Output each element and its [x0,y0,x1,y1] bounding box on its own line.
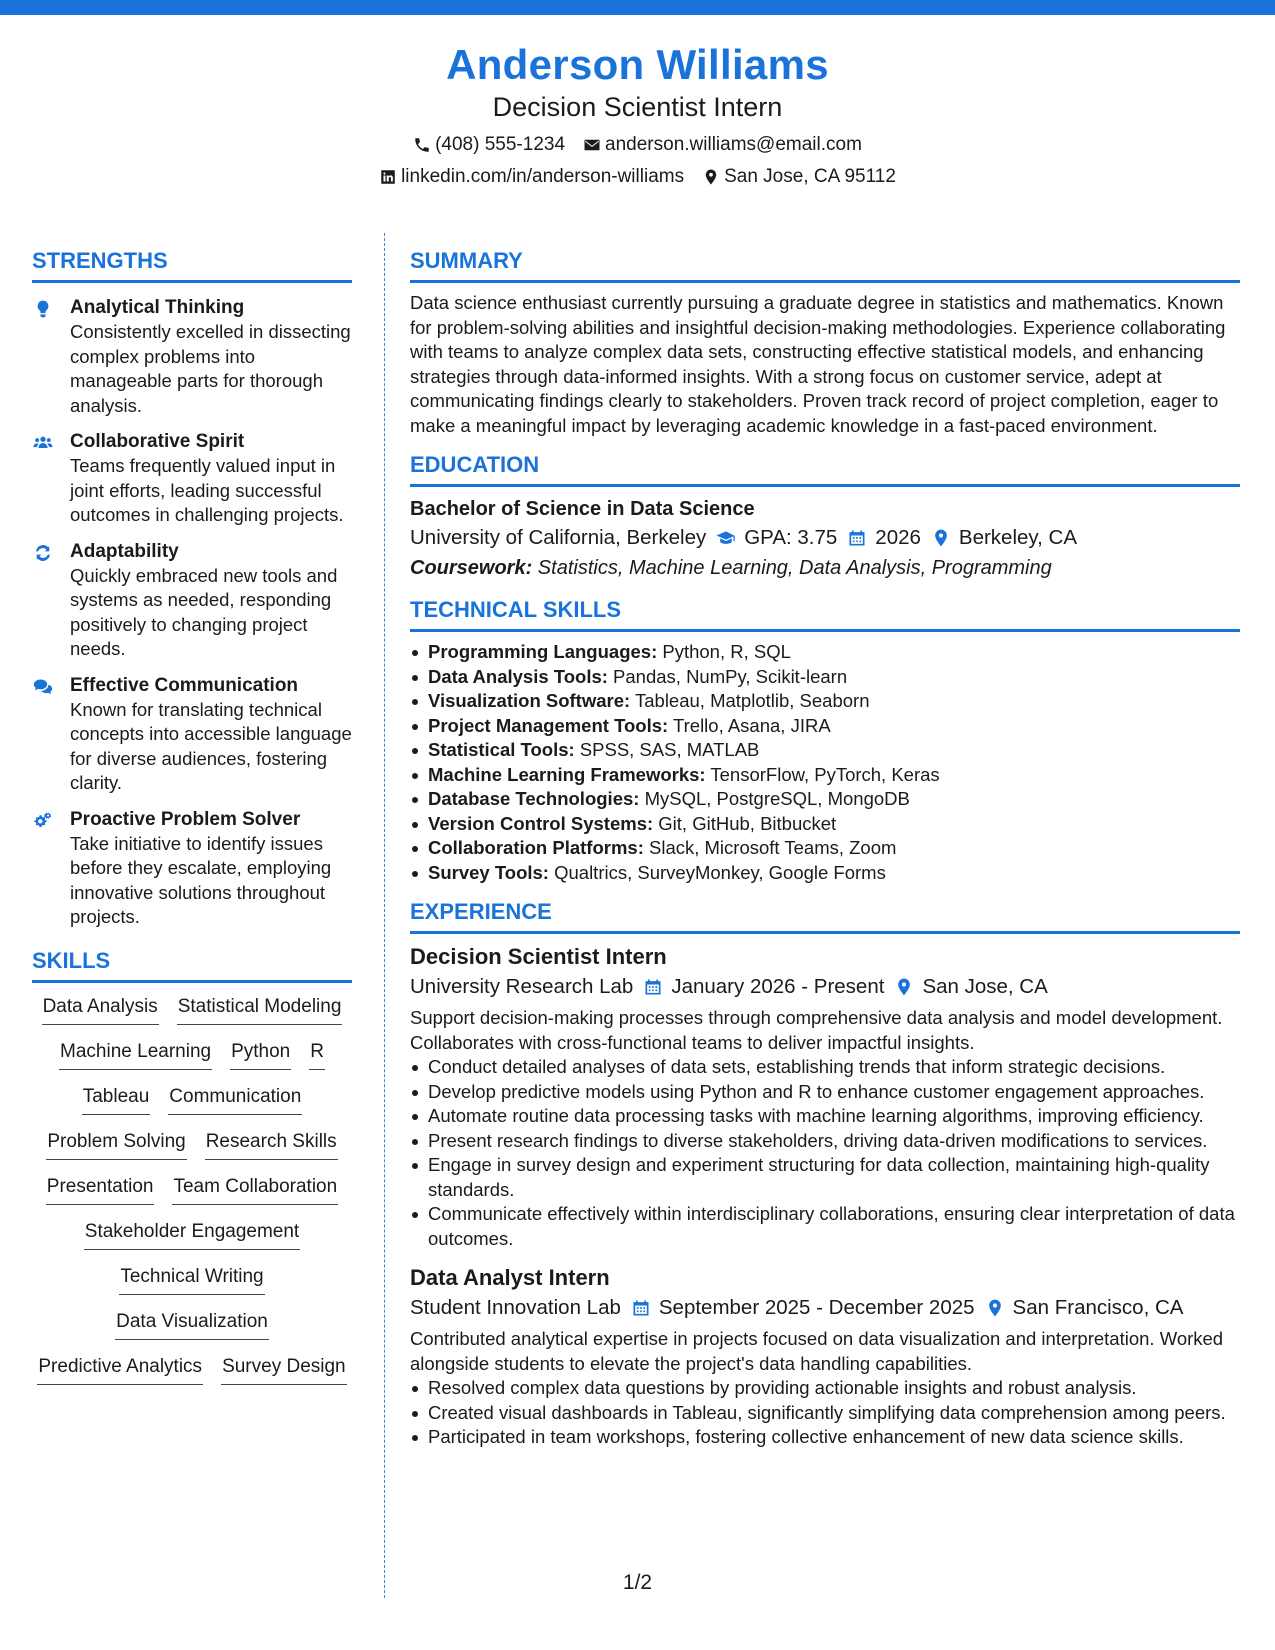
education-year: 2026 [847,523,921,553]
gears-icon [32,811,54,831]
skill-row [32,993,352,1038]
list-item: Project Management Tools: Trello, Asana, JIRA [410,714,1240,739]
strength-desc: Teams frequently valued input in joint efforts, leading successful outcomes in challenging projects. [70,455,344,525]
email-contact[interactable] [583,130,862,160]
list-item: Created visual dashboards in Tableau, significantly simplifying data comprehension among peers. [410,1401,1240,1426]
skill-tag: Problem Solving [46,1128,186,1160]
strength-item [32,429,352,528]
education-degree: Bachelor of Science in Data Science [410,498,755,520]
strength-desc: Quickly embraced new tools and systems as needed, responding positively to changing project needs. [70,564,338,659]
summary-text: Data science enthusiast currently pursuing a graduate degree in statistics and mathematics. Known for problem-solving abilities and insightful decision-making methodologies. Experience collaborating with teams to analyze complex data sets, constructing effective statistical models, and enhancing strategies through data-informed insights. With a strong focus on customer service, adept at communicating findings clearly to stakeholders. Proven track record of project completion, eager to make a meaningful impact by leveraging academic knowledge in a fast-paced environment. [410,292,1226,436]
education-school: University of California, Berkeley [410,526,707,549]
list-item: Database Technologies: MySQL, PostgreSQL, MongoDB [410,787,1240,812]
skill-row [32,1173,352,1218]
job-location: San Jose, CA [894,972,1047,1002]
list-item: Participated in team workshops, fostering collective enhancement of new data science skills. [410,1425,1240,1450]
coursework-label: Coursework: [410,557,533,579]
strength-desc: Consistently excelled in dissecting complex problems into manageable parts for thorough analysis. [70,321,351,416]
list-item: Data Analysis Tools: Pandas, NumPy, Scikit-learn [410,665,1240,690]
skill-tag: Communication [168,1083,302,1115]
skill-row [32,1083,352,1128]
skills-list [32,993,352,1398]
strength-title: Proactive Problem Solver [70,808,301,830]
strengths-heading: STRENGTHS [32,246,352,283]
job-meta [410,1293,1240,1323]
skill-tag: Technical Writing [119,1263,264,1295]
map-pin-icon [985,1298,1005,1318]
linkedin-contact[interactable] [379,162,684,192]
left-column [32,246,352,1398]
phone-text: (408) 555-1234 [435,134,566,155]
list-item: Present research findings to diverse stakeholders, driving data-driven modifications to services. [410,1129,1240,1154]
strength-title: Adaptability [70,540,179,562]
skill-row [32,1308,352,1353]
strength-title: Analytical Thinking [70,297,245,318]
skill-tag: Tableau [82,1083,151,1115]
linkedin-icon [379,168,397,186]
list-item: Automate routine data processing tasks with machine learning algorithms, improving efficiency. [410,1104,1240,1129]
list-item: Conduct detailed analyses of data sets, establishing trends that inform strategic decisions. [410,1055,1240,1080]
skill-tag: Presentation [46,1173,155,1205]
job-dates: September 2025 - December 2025 [631,1293,975,1323]
list-item: Resolved complex data questions by providing actionable insights and robust analysis. [410,1376,1240,1401]
skill-row [32,1128,352,1173]
location-contact [702,162,896,192]
strength-item [32,807,352,930]
map-pin-icon [931,528,951,548]
job-bullets [410,1055,1240,1251]
skill-tag: Data Visualization [115,1308,269,1340]
job-dates: January 2026 - Present [643,972,884,1002]
skill-tag: Data Analysis [42,993,159,1025]
job-meta [410,972,1240,1002]
linkedin-text: linkedin.com/in/anderson-williams [401,166,685,187]
education-meta [410,523,1240,553]
job-entry [410,1263,1240,1450]
graduation-cap-icon [716,528,736,548]
skill-tag: Team Collaboration [172,1173,338,1205]
list-item: Develop predictive models using Python and R to enhance customer engagement approaches. [410,1080,1240,1105]
skill-row [32,1353,352,1398]
strengths-list [32,295,352,930]
skill-tag: Machine Learning [59,1038,212,1070]
strength-title: Effective Communication [70,674,299,696]
job-description: Contributed analytical expertise in projects focused on data visualization and interpretation. Worked alongside students to elevate the project's data handling capabilities. [410,1328,1224,1374]
experience-heading: EXPERIENCE [410,897,1240,934]
job-entry [410,942,1240,1251]
lightbulb-icon [32,299,54,319]
summary-heading: SUMMARY [410,246,1240,283]
list-item: Engage in survey design and experiment structuring for data collection, maintaining high-quality standards. [410,1153,1240,1202]
users-icon [32,433,54,453]
list-item: Collaboration Platforms: Slack, Microsoft Teams, Zoom [410,836,1240,861]
job-title: Data Analyst Intern [410,1265,610,1290]
list-item: Visualization Software: Tableau, Matplotlib, Seaborn [410,689,1240,714]
technical-skills-heading: TECHNICAL SKILLS [410,595,1240,632]
calendar-icon [631,1298,651,1318]
resume-header [0,40,1275,192]
calendar-icon [643,977,663,997]
education-gpa: GPA: 3.75 [716,523,837,553]
top-accent-bar [0,0,1275,15]
contact-row-1 [0,130,1275,160]
contact-row-2 [0,162,1275,192]
skill-tag: Research Skills [205,1128,338,1160]
envelope-icon [583,136,601,154]
list-item: Survey Tools: Qualtrics, SurveyMonkey, Google Forms [410,861,1240,886]
list-item: Machine Learning Frameworks: TensorFlow, PyTorch, Keras [410,763,1240,788]
job-org: Student Innovation Lab [410,1296,621,1319]
refresh-icon [32,543,54,563]
location-text: San Jose, CA 95112 [724,166,896,187]
skill-tag: R [309,1038,325,1070]
strength-item [32,295,352,418]
calendar-icon [847,528,867,548]
email-text: anderson.williams@email.com [605,134,862,155]
job-location: San Francisco, CA [985,1293,1184,1323]
column-divider [384,233,385,1598]
coursework-text: Statistics, Machine Learning, Data Analysis, Programming [532,557,1052,579]
skill-tag: Stakeholder Engagement [84,1218,300,1250]
page-indicator: 1/2 [622,1571,653,1594]
skill-tag: Statistical Modeling [177,993,343,1025]
list-item: Version Control Systems: Git, GitHub, Bitbucket [410,812,1240,837]
job-bullets [410,1376,1240,1450]
map-pin-icon [894,977,914,997]
skill-tag: Survey Design [221,1353,347,1385]
strength-title: Collaborative Spirit [70,431,245,452]
strength-desc: Take initiative to identify issues before they escalate, employing innovative solutions throughout projects. [70,832,332,927]
list-item: Communicate effectively within interdisciplinary collaborations, ensuring clear interpretation of data outcomes. [410,1202,1240,1251]
job-org: University Research Lab [410,975,634,998]
strength-desc: Known for translating technical concepts into accessible language for diverse audiences, fostering clarity. [70,698,352,793]
skill-row [32,1038,352,1083]
coursework [410,553,1240,583]
skill-tag: Python [230,1038,291,1070]
job-title: Decision Scientist Intern [410,944,667,969]
phone-icon [413,136,431,154]
job-description: Support decision-making processes through comprehensive data analysis and model development. Collaborates with cross-functional teams to deliver impactful insights. [410,1007,1223,1053]
skill-row [32,1218,352,1263]
skills-heading: SKILLS [32,946,352,983]
skill-tag: Predictive Analytics [37,1353,203,1385]
candidate-title: Decision Scientist Intern [492,92,783,122]
strength-item [32,539,352,662]
list-item: Statistical Tools: SPSS, SAS, MATLAB [410,738,1240,763]
skill-row [32,1263,352,1308]
map-pin-icon [702,168,720,186]
list-item: Programming Languages: Python, R, SQL [410,640,1240,665]
education-location: Berkeley, CA [931,523,1077,553]
education-heading: EDUCATION [410,450,1240,487]
technical-skills-list [410,640,1240,885]
phone-contact[interactable] [413,130,565,160]
strength-item [32,673,352,796]
comments-icon [32,677,54,697]
candidate-name: Anderson Williams [446,41,829,88]
right-column [410,246,1240,1450]
